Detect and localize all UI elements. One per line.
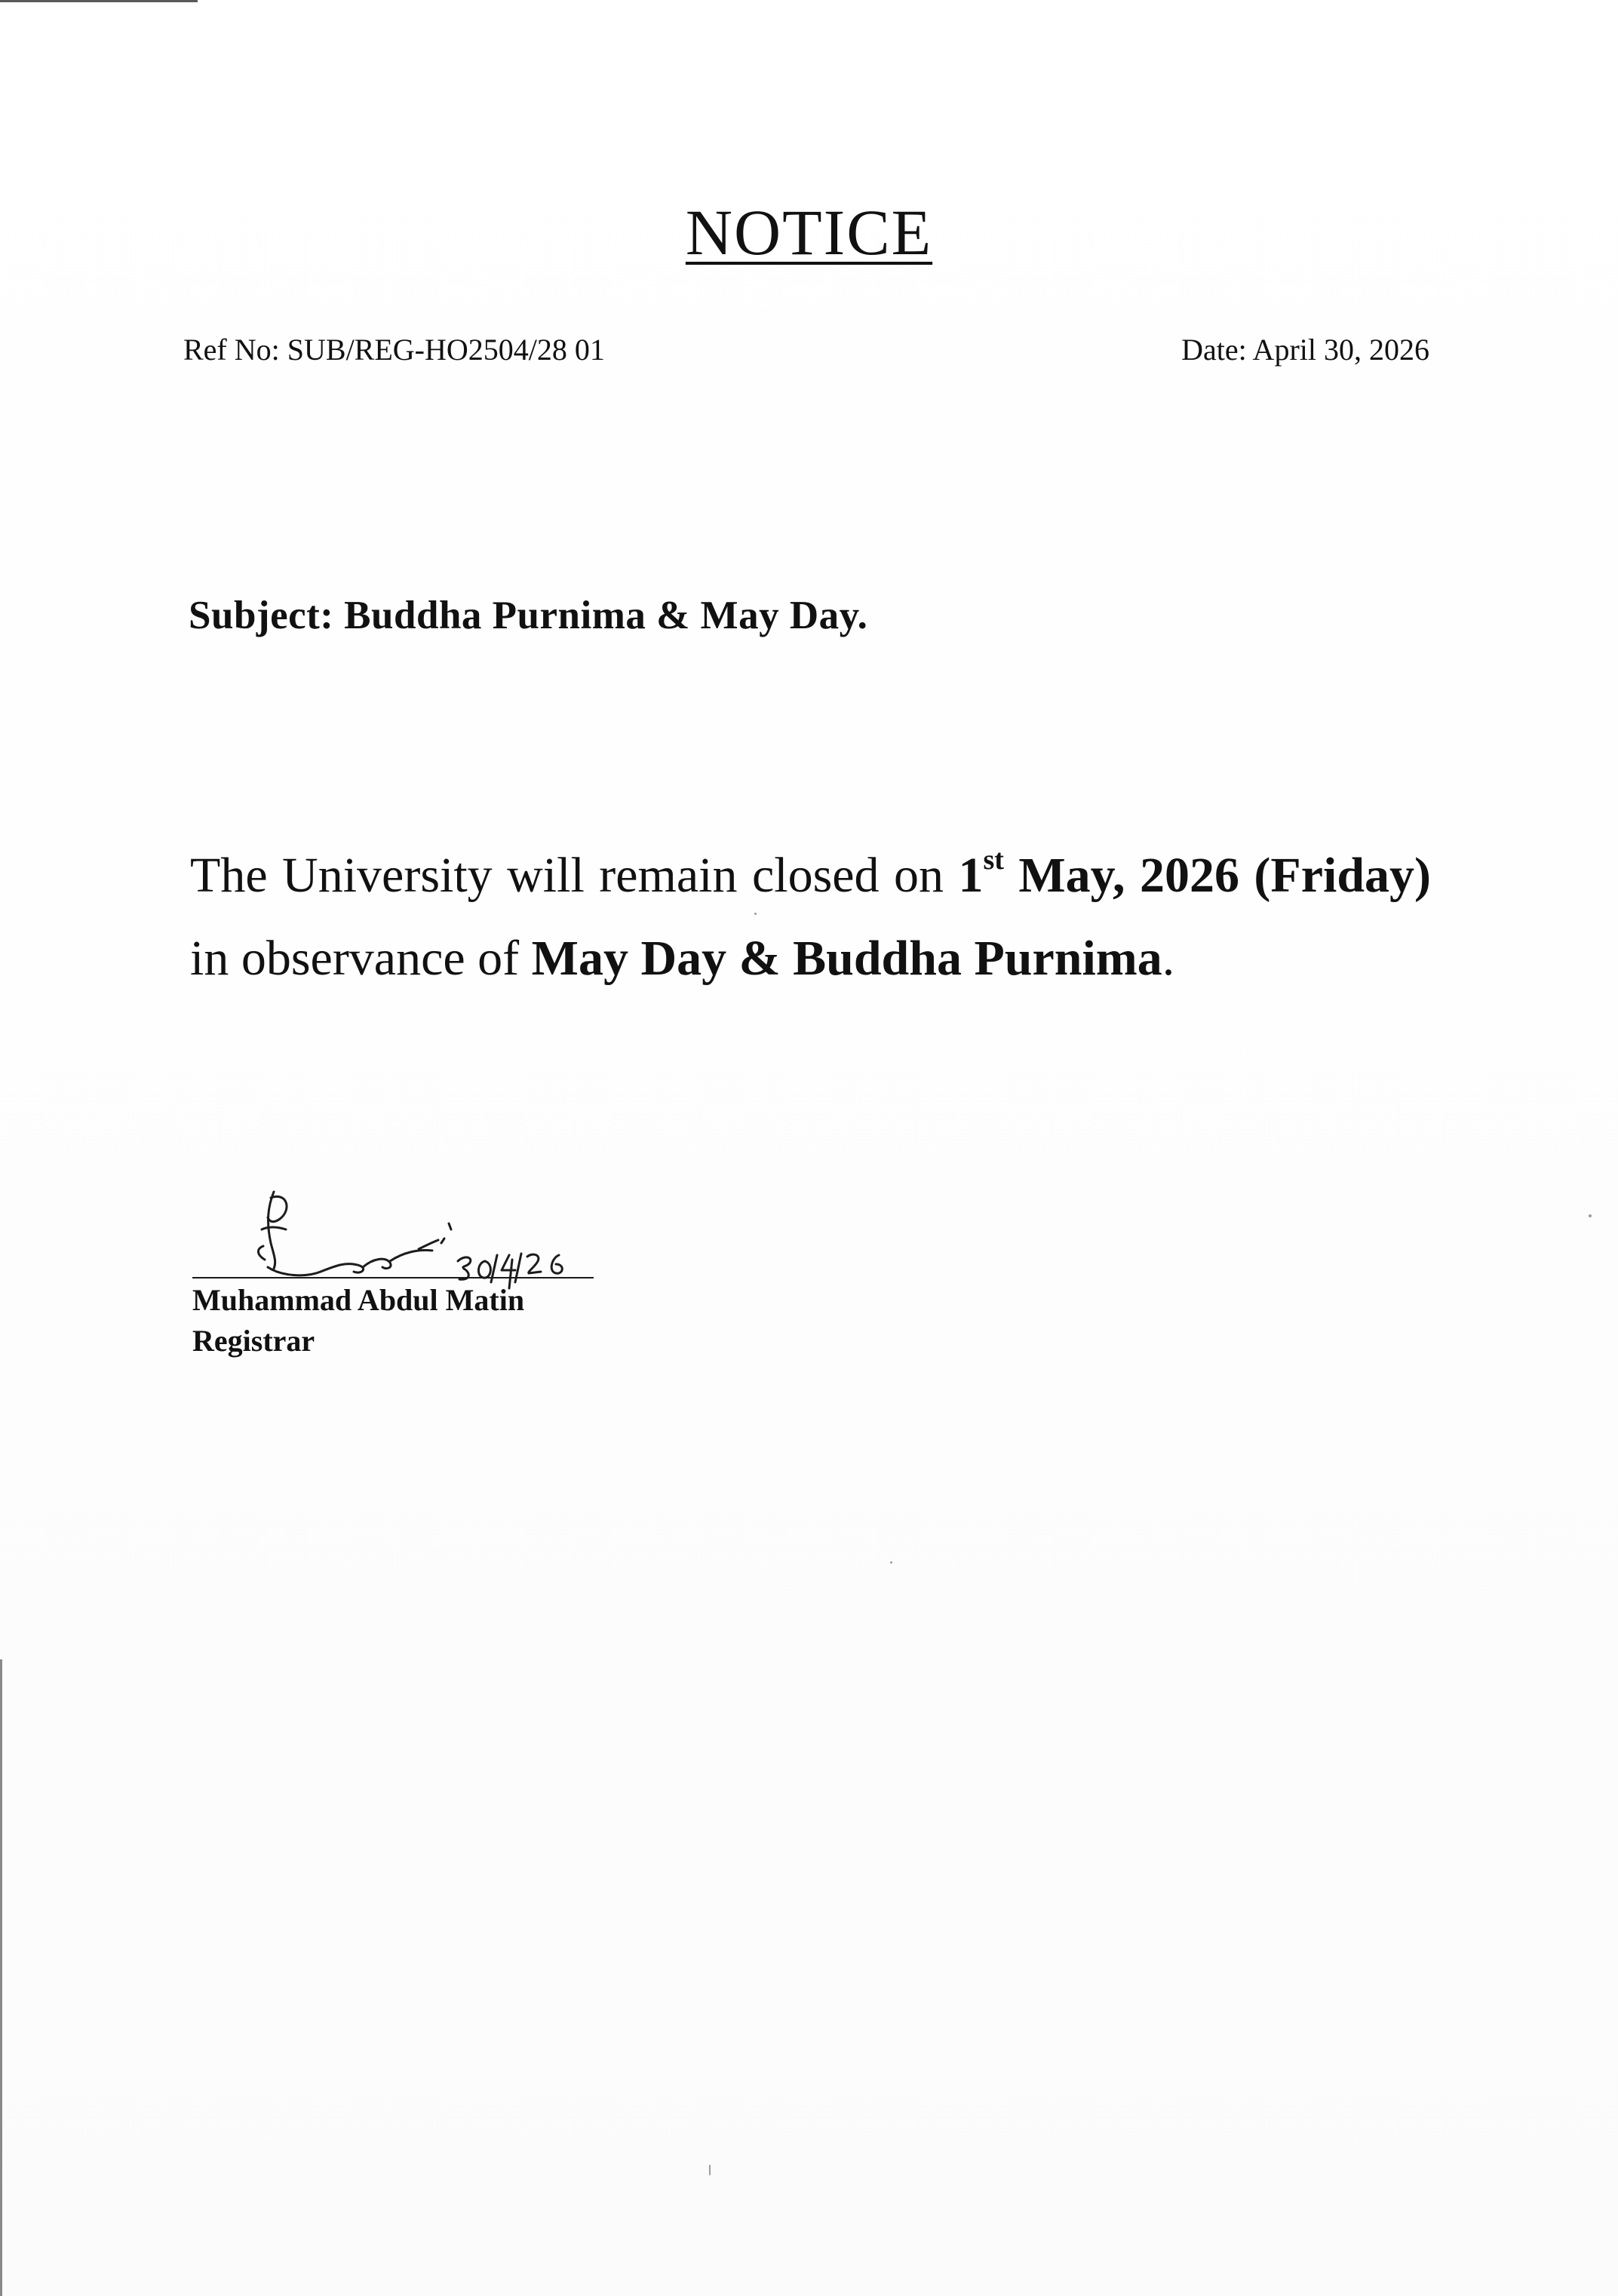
body-closure-date: May, 2026 (Friday) [1003,848,1432,903]
scan-edge-top [0,0,198,2]
body-text-part2: in observance of [190,931,532,986]
scan-edge-left [0,1659,2,2296]
body-day-suffix: st [983,844,1004,876]
signature-line [192,1277,594,1278]
notice-title: NOTICE [685,196,933,269]
body-text-part1: The University will remain closed on [190,848,959,903]
signer-name: Muhammad Abdul Matin [192,1283,525,1317]
scan-speck [709,2165,711,2175]
scan-speck [890,1561,892,1564]
body-holiday-names: May Day & Buddha Purnima [531,931,1162,986]
notice-body [190,834,1431,1000]
body-text-end: . [1162,931,1175,986]
scan-speck [754,913,757,915]
notice-date: Date: April 30, 2026 [1181,333,1429,367]
reference-number: Ref No: SUB/REG-HO2504/28 01 [183,333,605,367]
notice-subject: Subject: Buddha Purnima & May Day. [189,594,868,637]
scan-speck [1589,1214,1592,1217]
handwritten-signature [192,1177,615,1290]
body-day-number: 1 [958,848,984,903]
signer-title: Registrar [192,1324,315,1358]
